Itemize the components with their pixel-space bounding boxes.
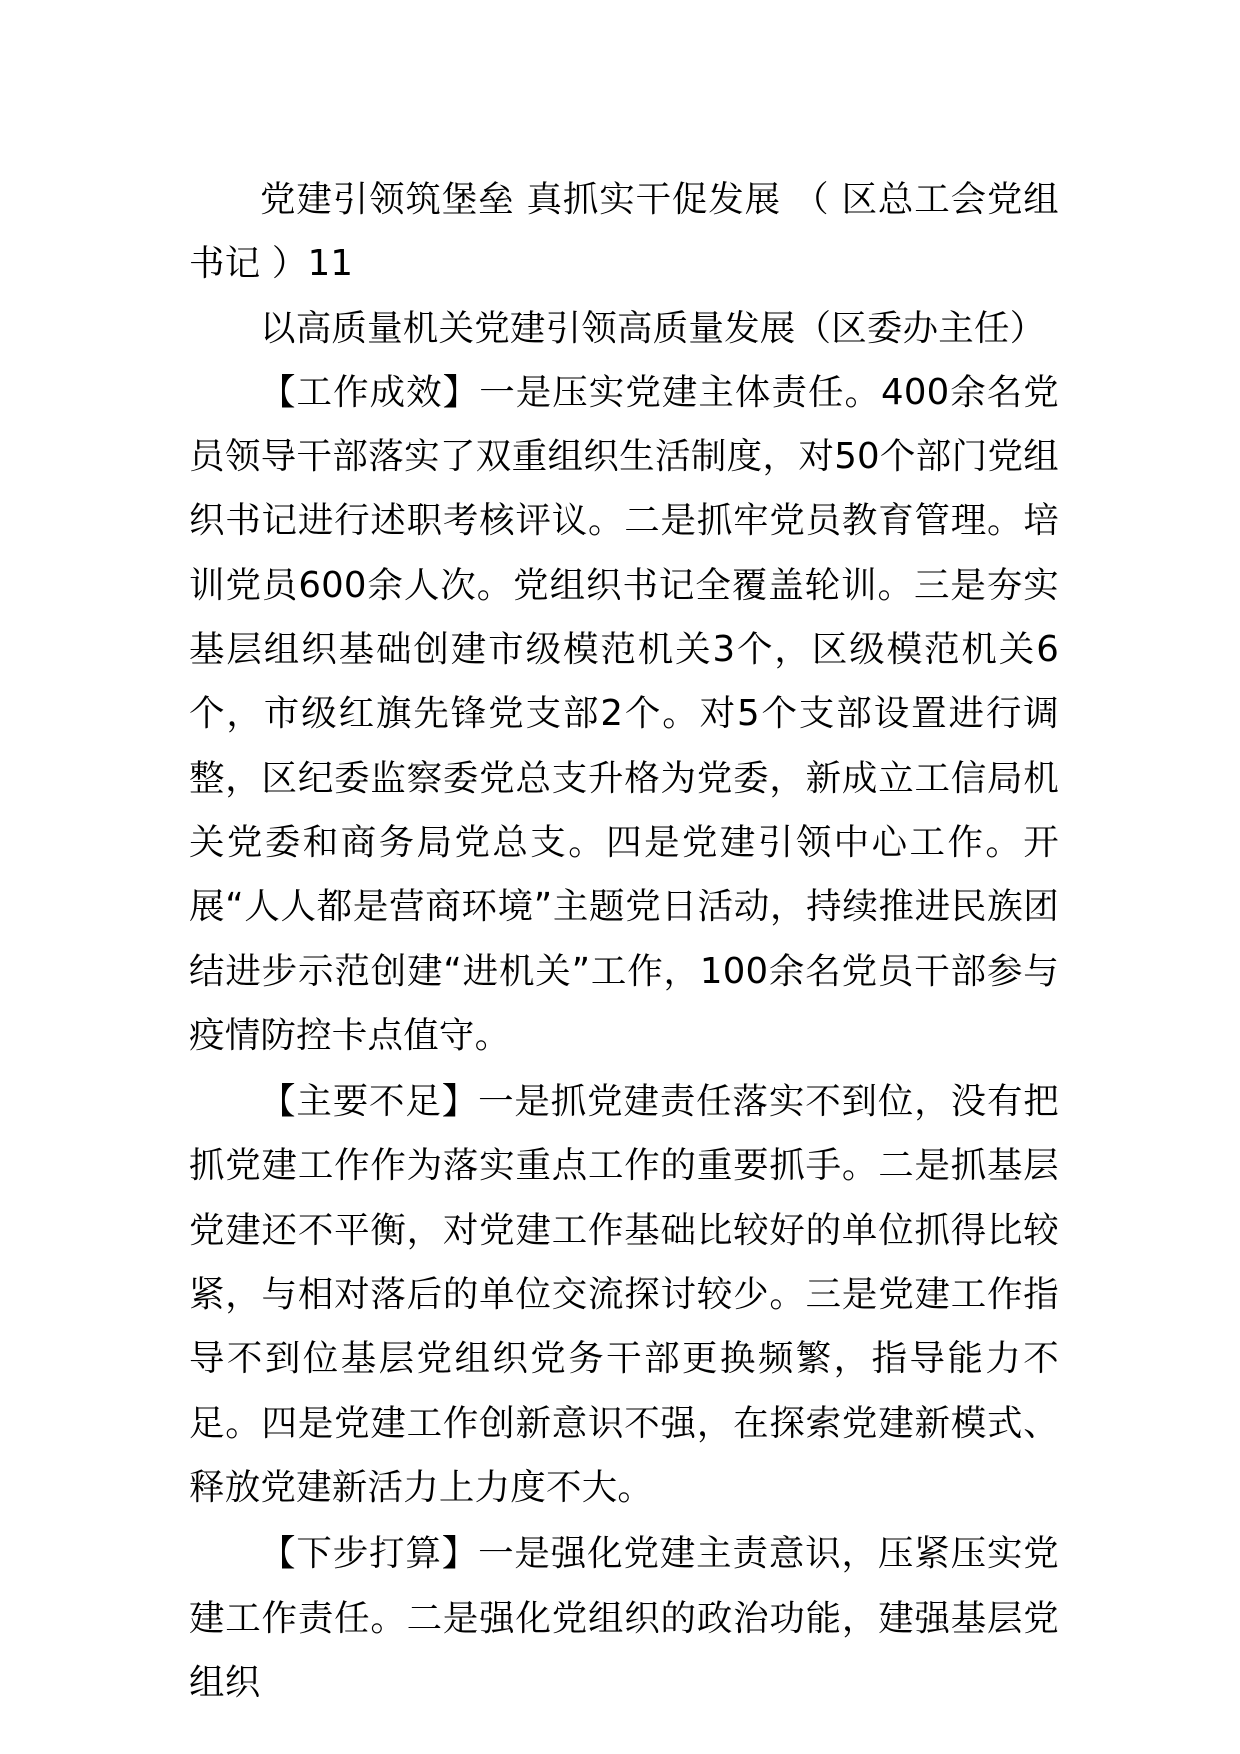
paragraph-title-1: 党建引领筑堡垒 真抓实干促发展 （ 区总工会党组书记 ）11 [189,179,1059,285]
document-page [189,168,1059,1715]
paragraph-main-shortcomings: 【主要不足】一是抓党建责任落实不到位，没有把抓党建工作作为落实重点工作的重要抓手。二是抓基层党建还不平衡，对党建工作基础比较好的单位抓得比较紧，与相对落后的单位交流探讨较少。三是党建工作指导不到位基层党组织党务干部更换频繁，指导能力不足。四是党建工作创新意识不强，在探索党建新模式、释放党建新活力上力度不大。 [189,1081,1059,1508]
paragraph-work-results: 【工作成效】一是压实党建主体责任。400余名党员领导干部落实了双重组织生活制度，对50个部门党组织书记进行述职考核评议。二是抓牢党员教育管理。培训党员600余人次。党组织书记全覆盖轮训。三是夯实基层组织基础创建市级模范机关3个，区级模范机关6个，市级红旗先锋党支部2个。对5个支部设置进行调整，区纪委监察委党总支升格为党委，新成立工信局机关党委和商务局党总支。四是党建引领中心工作。开展“人人都是营商环境”主题党日活动，持续推进民族团结进步示范创建“进机关”工作，100余名党员干部参与疫情防控卡点值守。 [189,371,1059,1056]
paragraph-next-plans: 【下步打算】一是强化党建主责意识，压紧压实党建工作责任。二是强化党组织的政治功能，建强基层党组织 [189,1533,1059,1703]
paragraph-title-2: 以高质量机关党建引领高质量发展（区委办主任） [260,307,1046,349]
